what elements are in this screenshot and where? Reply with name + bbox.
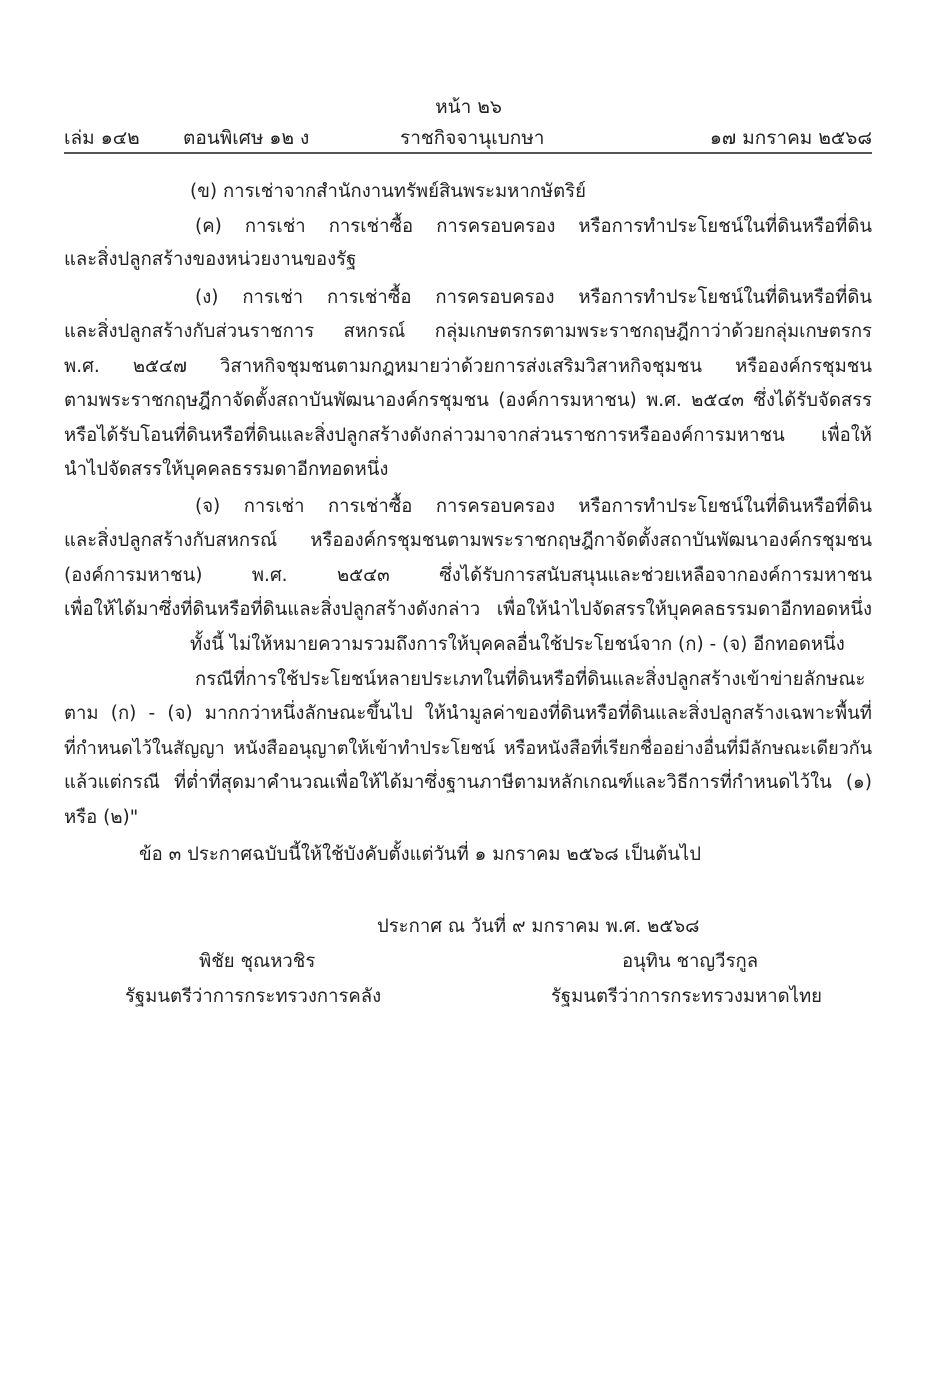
clause-kho-khon-line-1: (ค) การเช่า การเช่าซื้อ การครอบครอง หรือการทำประโยชน์ในที่ดินหรือที่ดิน <box>195 216 872 237</box>
clause-kho-khon-line-2: และสิ่งปลูกสร้างของหน่วยงานของรัฐ <box>64 249 357 270</box>
signatory-title-interior: รัฐมนตรีว่าการกระทรวงมหาดไทย <box>551 986 822 1007</box>
signatory-title-finance: รัฐมนตรีว่าการกระทรวงการคลัง <box>125 986 382 1007</box>
clause-ngo-line-1: (ง) การเช่า การเช่าซื้อ การครอบครอง หรือการทำประโยชน์ในที่ดินหรือที่ดิน <box>195 287 872 308</box>
gazette-name: ราชกิจจานุเบกษา <box>400 127 545 149</box>
exclusion-paragraph: ทั้งนี้ ไม่ให้หมายความรวมถึงการให้บุคคลอื่นใช้ประโยชน์จาก (ก) - (จ) อีกทอดหนึ่ง <box>190 634 845 655</box>
clause-kho: (ข) การเช่าจากสำนักงานทรัพย์สินพระมหากษัตริย์ <box>190 181 586 202</box>
clause-ngo-line-5: หรือได้รับโอนที่ดินหรือที่ดินและสิ่งปลูกสร้างดังกล่าวมาจากส่วนราชการหรือองค์การมหาชน เพื่อให้ <box>64 425 872 446</box>
clause-cho-line-4: เพื่อให้ได้มาซึ่งที่ดินหรือที่ดินและสิ่งปลูกสร้างดังกล่าว เพื่อให้นำไปจัดสรรให้บุคคลธรรมดาอีกทอดหนึ่ง <box>64 599 872 620</box>
section-number: ตอนพิเศษ ๑๒ ง <box>183 127 310 149</box>
multi-use-paragraph-line-1: กรณีที่การใช้ประโยชน์หลายประเภทในที่ดินหรือที่ดินและสิ่งปลูกสร้างเข้าข่ายลักษณะ <box>195 669 866 690</box>
page-number: หน้า ๒๖ <box>435 96 502 118</box>
multi-use-paragraph-line-2: ตาม (ก) - (จ) มากกว่าหนึ่งลักษณะขึ้นไป ให้นำมูลค่าของที่ดินหรือที่ดินและสิ่งปลูกสร้างเฉพาะพื้นที่ <box>64 703 872 724</box>
clause-cho-line-1: (จ) การเช่า การเช่าซื้อ การครอบครอง หรือการทำประโยชน์ในที่ดินหรือที่ดิน <box>195 496 872 517</box>
header-rule <box>64 152 872 154</box>
clause-ngo-line-2: และสิ่งปลูกสร้างกับส่วนราชการ สหกรณ์ กลุ่มเกษตรกรตามพระราชกฤษฎีกาว่าด้วยกลุ่มเกษตรกร <box>64 321 872 342</box>
announcement-date: ประกาศ ณ วันที่ ๙ มกราคม พ.ศ. ๒๕๖๘ <box>377 916 700 937</box>
multi-use-paragraph-line-4: แล้วแต่กรณี ที่ต่ำที่สุดมาคำนวณเพื่อให้ได้มาซึ่งฐานภาษีตามหลักเกณฑ์และวิธีการที่กำหนดไว้ใน (๑) <box>64 772 872 793</box>
clause-cho-line-3: (องค์การมหาชน) พ.ศ. ๒๕๔๓ ซึ่งได้รับการสนับสนุนและช่วยเหลือจากองค์การมหาชน <box>64 565 872 586</box>
signatory-name-finance: พิชัย ชุณหวชิร <box>199 951 316 972</box>
clause-cho-line-2: และสิ่งปลูกสร้างกับสหกรณ์ หรือองค์กรชุมชนตามพระราชกฤษฎีกาจัดตั้งสถาบันพัฒนาองค์กรชุมชน <box>64 530 872 551</box>
volume-number: เล่ม ๑๔๒ <box>64 127 140 149</box>
multi-use-paragraph-line-5: หรือ (๒)" <box>64 807 139 828</box>
clause-3-effective-date: ข้อ ๓ ประกาศฉบับนี้ให้ใช้บังคับตั้งแต่วันที่ ๑ มกราคม ๒๕๖๘ เป็นต้นไป <box>139 844 701 865</box>
signatory-name-interior: อนุทิน ชาญวีรกูล <box>622 951 759 972</box>
clause-ngo-line-3: พ.ศ. ๒๕๔๗ วิสาหกิจชุมชนตามกฎหมายว่าด้วยการส่งเสริมวิสาหกิจชุมชน หรือองค์กรชุมชน <box>64 356 872 377</box>
publication-date: ๑๗ มกราคม ๒๕๖๘ <box>709 127 872 149</box>
multi-use-paragraph-line-3: ที่กำหนดไว้ในสัญญา หนังสืออนุญาตให้เข้าทำประโยชน์ หรือหนังสือที่เรียกชื่ออย่างอื่นที่มีลักษณะเดียวกัน <box>64 738 872 759</box>
clause-ngo-line-6: นำไปจัดสรรให้บุคคลธรรมดาอีกทอดหนึ่ง <box>64 459 389 480</box>
clause-ngo-line-4: ตามพระราชกฤษฎีกาจัดตั้งสถาบันพัฒนาองค์กรชุมชน (องค์การมหาชน) พ.ศ. ๒๕๔๓ ซึ่งได้รับจัดสรร <box>64 390 872 411</box>
